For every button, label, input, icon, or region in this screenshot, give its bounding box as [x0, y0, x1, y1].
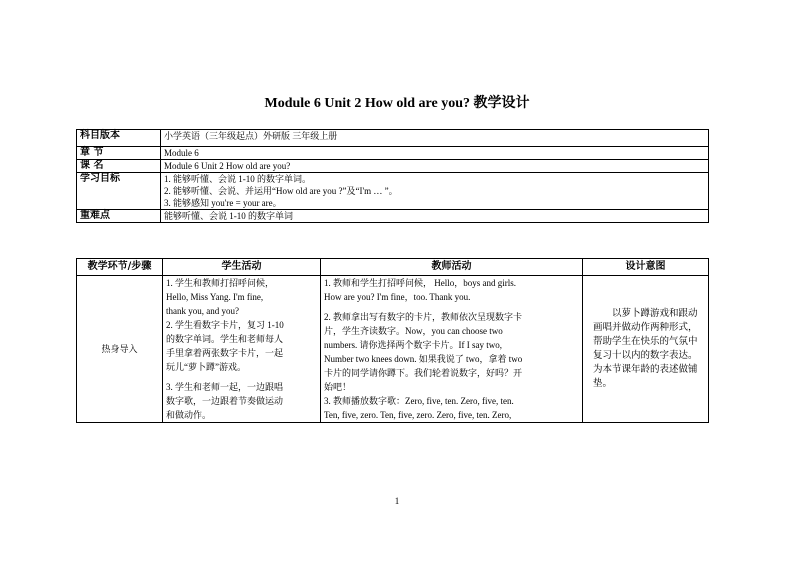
key-row [77, 210, 709, 223]
header-stage: 教学环节/步骤 [77, 259, 163, 276]
teacher-line: Number two knees down. 如果我说了 two，拿着 two [324, 354, 523, 364]
goal-item: 2. 能够听懂、会说、并运用“How old are you ?”及“I'm … ”。 [164, 186, 398, 196]
process-header-row [77, 259, 709, 276]
goal-row [77, 173, 709, 210]
key-value: 能够听懂、会说 1-10 的数字单词 [161, 210, 709, 223]
teacher-line: Ten, five, zero. Ten, five, zero. Zero, five, ten. Zero, [324, 410, 512, 420]
student-line: 数字歌，一边跟着节奏做运动 [166, 396, 284, 406]
header-student: 学生活动 [163, 259, 321, 276]
student-line: 3. 学生和老师一起，一边跟唱 [166, 382, 284, 392]
teacher-line: 3. 教师播放数字歌：Zero, five, ten. Zero, five, ten. [324, 396, 514, 406]
process-row [77, 276, 709, 423]
chapter-label: 章 节 [77, 147, 161, 160]
student-line: thank you, and you? [166, 306, 239, 316]
goal-list [161, 173, 709, 210]
student-activity-cell [163, 276, 321, 423]
subject-value: 小学英语（三年级起点）外研版 三年级上册 [161, 130, 709, 147]
teacher-line: 始吧！ [324, 382, 352, 392]
teacher-activity-cell [321, 276, 583, 423]
lesson-value: Module 6 Unit 2 How old are you? [161, 160, 709, 173]
subject-label: 科目版本 [77, 130, 161, 147]
header-intent: 设计意图 [583, 259, 709, 276]
goal-item: 1. 能够听懂、会说 1-10 的数字单词。 [164, 174, 311, 184]
teacher-line: 片，学生齐读数字。Now，you can choose two [324, 326, 503, 336]
chapter-row [77, 147, 709, 160]
student-line: 2. 学生看数字卡片，复习 1-10 [166, 320, 284, 330]
student-line: 1. 学生和教师打招呼问候， [166, 278, 275, 288]
teacher-line: 2. 教师拿出写有数字的卡片，教师依次呈现数字卡 [324, 312, 523, 322]
lesson-info-table [76, 129, 709, 223]
student-line: 玩儿“萝卜蹲”游戏。 [166, 362, 246, 372]
lesson-row [77, 160, 709, 173]
teacher-line: 1. 教师和学生打招呼问候， Hello，boys and girls. [324, 278, 516, 288]
student-line: Hello, Miss Yang. I'm fine, [166, 292, 264, 302]
page-number: 1 [394, 496, 400, 506]
subject-row [77, 130, 709, 147]
student-line: 的数字单词。学生和老师每人 [166, 334, 284, 344]
chapter-value: Module 6 [161, 147, 709, 160]
lesson-label: 课 名 [77, 160, 161, 173]
teacher-line: numbers. 请你选择两个数字卡片。If I say two, [324, 340, 502, 350]
student-line: 和做动作。 [166, 410, 212, 420]
key-label: 重难点 [77, 210, 161, 223]
teacher-line: How are you? I'm fine，too. Thank you. [324, 292, 471, 302]
teacher-line: 卡片的同学请你蹲下。我们轮着说数字，好吗？开 [324, 368, 523, 378]
document-title: Module 6 Unit 2 How old are you? 教学设计 [264, 96, 530, 111]
teaching-process-table [76, 258, 709, 423]
header-teacher: 教师活动 [321, 259, 583, 276]
stage-cell: 热身导入 [77, 276, 163, 423]
goal-item: 3. 能够感知 you're = your are。 [164, 198, 282, 208]
student-line: 手里拿着两张数字卡片，一起 [166, 348, 284, 358]
goal-label: 学习目标 [77, 173, 161, 210]
design-intent-cell: 以萝卜蹲游戏和跟动画唱并做动作两种形式，帮助学生在快乐的气氛中复习十以内的数字表达。为本节课年龄的表述做铺垫。 [583, 276, 709, 423]
